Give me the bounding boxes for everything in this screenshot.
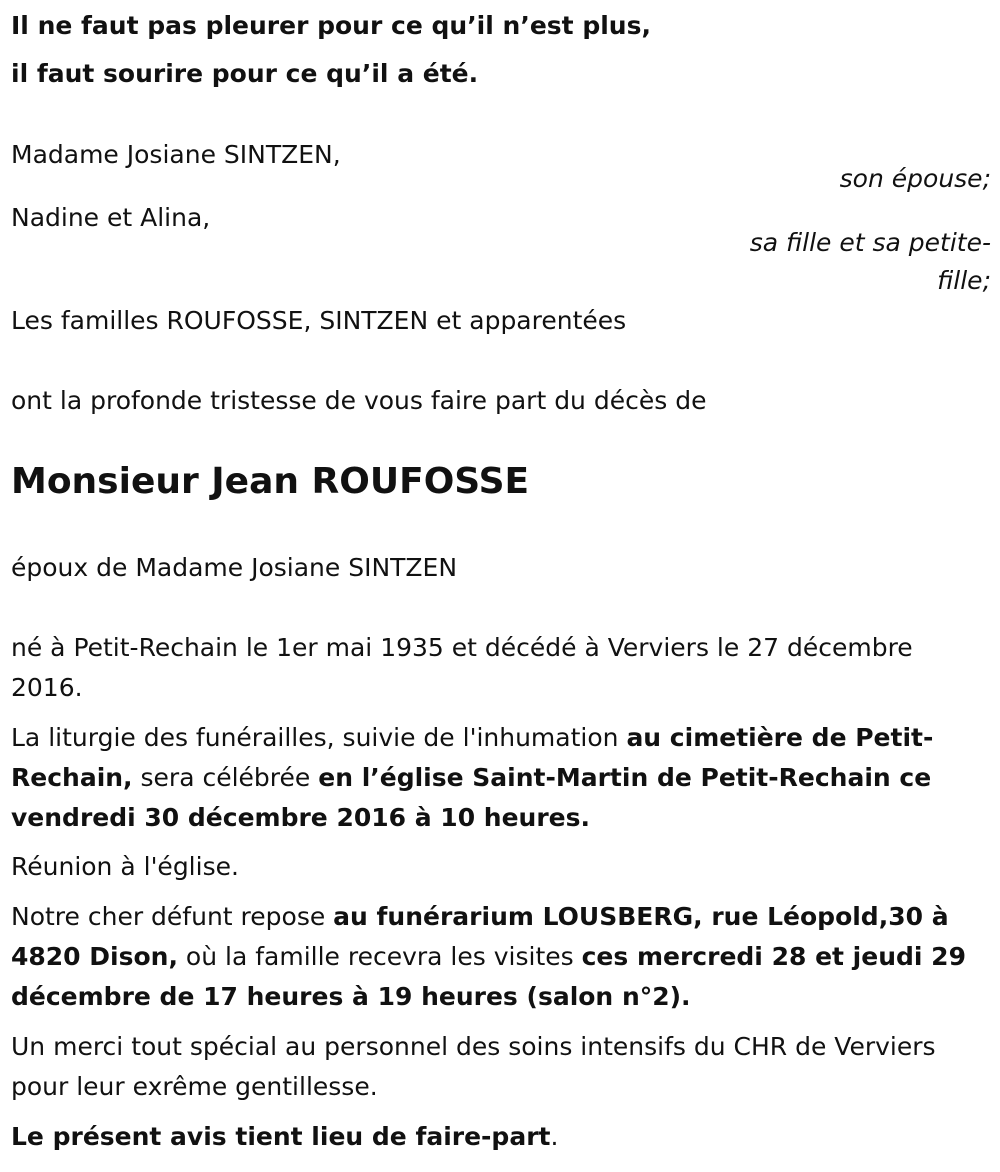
visitation-text-2: où la famille recevra les visites [177, 942, 582, 971]
families-line: Les familles ROUFOSSE, SINTZEN et apparentées [11, 306, 627, 335]
cemetery-location: au cimetière de Petit-Rechain, [11, 723, 934, 792]
visitation-text-1: Notre cher défunt repose [11, 902, 334, 931]
children-relation-line-1: sa fille et sa petite- [749, 228, 991, 257]
spouse-name: Madame Josiane SINTZEN, [11, 140, 341, 169]
quote-line-1: Il ne faut pas pleurer pour ce qu’il n’est plus, [11, 11, 651, 40]
children-names: Nadine et Alina, [11, 203, 211, 232]
children-relation-line-2: fille; [937, 266, 991, 295]
thanks-paragraph: Un merci tout spécial au personnel des soins intensifs du CHR de Verviers pour leur exrême gentillesse. [11, 1032, 936, 1101]
funeral-text-2: sera célébrée [132, 763, 319, 792]
funeral-home-address: au funérarium LOUSBERG, rue Léopold,30 à 4820 Dison, [11, 902, 949, 971]
birth-death-paragraph: né à Petit-Rechain le 1er mai 1935 et décédé à Verviers le 27 décembre 2016. [11, 633, 913, 702]
funeral-paragraph [11, 718, 986, 838]
church-datetime: en l’église Saint-Martin de Petit-Rechain ce vendredi 30 décembre 2016 à 10 heures. [11, 763, 932, 832]
visitation-schedule: ces mercredi 28 et jeudi 29 décembre de 17 heures à 19 heures (salon n°2). [11, 942, 966, 1011]
deceased-name: Monsieur Jean ROUFOSSE [11, 461, 530, 502]
footer-notice-bold: Le présent avis tient lieu de faire-part [11, 1122, 551, 1151]
meeting-line: Réunion à l'église. [11, 852, 239, 881]
footer-notice [11, 1117, 558, 1157]
visitation-paragraph [11, 897, 986, 1017]
announcement-line: ont la profonde tristesse de vous faire part du décès de [11, 386, 707, 415]
spouse-relation: son épouse; [839, 164, 991, 193]
footer-notice-end: . [550, 1122, 559, 1151]
spouse-of-line: époux de Madame Josiane SINTZEN [11, 553, 458, 582]
funeral-text-1: La liturgie des funérailles, suivie de l'inhumation [11, 723, 627, 752]
quote-line-2: il faut sourire pour ce qu’il a été. [11, 59, 479, 88]
